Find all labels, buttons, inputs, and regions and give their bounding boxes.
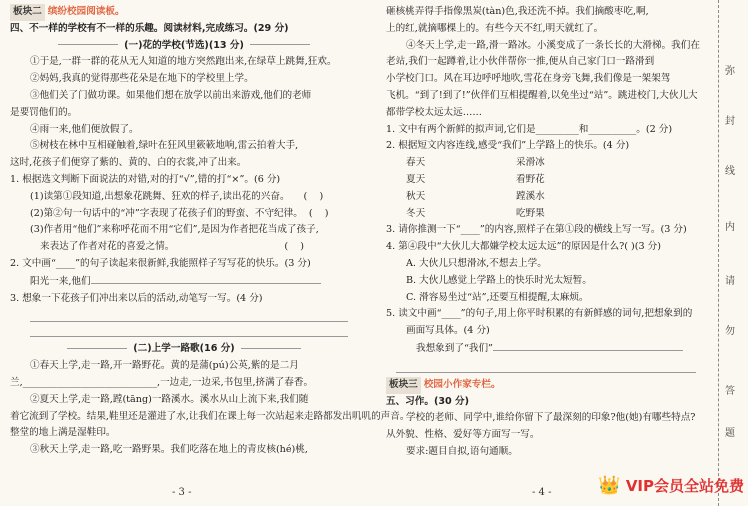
passage-line: ⑤树枝在林中互相碰触着,绿叶在狂风里簌簌地响,雷云拍着大手, — [30, 140, 299, 152]
question-5: 5. 读文中画“____”的句子,用上你平时积累的有新鲜感的词句,把想象到的 — [386, 308, 693, 320]
binding-char: 弥 — [725, 66, 735, 77]
block3-header — [386, 377, 706, 394]
judge-item: 来表达了作者对花的喜爱之情。 ( ) — [40, 241, 304, 253]
passage-line: ②夏天上学,走一路,蹚(tāng)一路溪水。溪水从山上流下来,我们随 — [30, 393, 309, 405]
section4-title: 四、不一样的学校有不一样的乐趣。阅读材料,完成练习。(29 分) — [10, 22, 289, 34]
sub2-title: (二)上学一路歌(16 分) — [10, 341, 358, 358]
question-1: 1. 文中有两个新鲜的拟声词,它们是_________和__________。(2 分) — [386, 123, 673, 135]
essay-line: 学校的老师、同学中,谁给你留下了最深刻的印象?他(她)有哪些特点? — [406, 412, 696, 424]
option-c[interactable]: C. 滑容易坐过“站”,还要互相提醒,太麻烦。 — [406, 291, 589, 303]
binding-char: 勿 — [725, 326, 735, 337]
passage-line: 小学校门口。风在耳边呼呼地吹,雪花在身旁飞舞,我们像是一架架驾 — [386, 73, 671, 85]
passage-line: 砸核桃弄得手指像黑炭(tàn)色,我还洗不掉。我们摘酸枣吃,啊, — [386, 6, 649, 17]
binding-char: 请 — [725, 276, 735, 287]
passage-line: 兰,____________________________,一边走,一边采,书包里,挤满了春香。 — [10, 376, 314, 388]
question-2: 2. 文中画“____”的句子读起来很新鲜,我能照样子写写花的快乐。(3 分) — [10, 257, 311, 269]
question-2-blank: 阳光一来,他们 — [10, 273, 358, 291]
essay-line: 要求:题目自拟,语句通顺。 — [406, 445, 518, 457]
block2-tag: 板块二 — [10, 4, 45, 21]
right-page — [372, 0, 716, 506]
question-3: 3. 想象一下花孩子们冲出来以后的活动,动笔写一写。(4 分) — [10, 292, 263, 304]
passage-line: ④冬天上学,走一路,滑一路冰。小溪变成了一条长长的大滑梯。我们在 — [406, 39, 700, 51]
passage-line: 这时,花孩子们便穿了紫的、黄的、白的衣裳,冲了出来。 — [10, 157, 247, 169]
match-row[interactable]: 秋天 蹚溪水 — [406, 190, 545, 202]
passage-line: ②妈妈,我真的觉得那些花朵是在地下的学校里上学。 — [30, 73, 254, 85]
answer-line[interactable] — [30, 322, 348, 337]
answer-line[interactable] — [30, 307, 348, 322]
passage-line: ①春天上学,走一路,开一路野花。黄的是蒲(pú)公英,紫的是二月 — [30, 360, 299, 372]
binding-char: 线 — [725, 166, 735, 177]
match-row[interactable]: 夏天 看野花 — [406, 173, 545, 185]
passage-line: 着它流到了学校。结果,鞋里还是灌进了水,让我们在课上每一次站起来走路都发出叽叽的声音。 — [10, 410, 410, 422]
match-row[interactable]: 春天 采滑冰 — [406, 157, 545, 169]
passage-line: 都带学校太远太远…… — [386, 106, 482, 118]
vip-watermark: 👑 VIP会员全站免费 — [598, 475, 744, 496]
binding-line — [718, 0, 748, 506]
passage-line: 整堂的地上满是湿鞋印。 — [10, 427, 116, 439]
judge-item: (1)读第①段知道,出想象花跳舞、狂欢的样子,读出花的兴奋。 ( ) — [30, 190, 324, 202]
block2-header — [10, 4, 358, 21]
passage-line: ③他们关了门做功课。如果他们想在放学以前出来游戏,他们的老师 — [30, 89, 312, 101]
question-2: 2. 根据短文内容连线,感受“我们”上学路上的快乐。(4 分) — [386, 140, 630, 152]
passage-line: ①于是,一群一群的花从无人知道的地方突然跑出来,在绿草上跳舞,狂欢。 — [30, 56, 337, 68]
block2-title: 缤纷校园阅读板。 — [47, 6, 125, 17]
block3-title: 校园小作家专栏。 — [423, 378, 501, 390]
binding-char: 内 — [725, 222, 735, 233]
essay-line: 从外貌、性格、爱好等方面写一写。 — [386, 429, 540, 441]
passage-line: 老站,我们一起蹲着,让小伙伴帮你一推,便从自己家门口一路滑到 — [386, 56, 655, 68]
answer-line[interactable] — [396, 358, 696, 373]
judge-item: (3)作者用“他们”来称呼花而不用“它们”,是因为作者把花当成了孩子, — [30, 224, 319, 236]
sub1-title: (一)花的学校(节选)(13 分) — [10, 38, 358, 55]
match-row[interactable]: 冬天 吃野果 — [406, 207, 545, 219]
option-b[interactable]: B. 大伙儿感觉上学路上的快乐时光太短暂。 — [406, 274, 592, 286]
binding-char: 答 — [725, 386, 735, 397]
question-3: 3. 请你推测一下“____”的内容,照样子在第①段的横线上写一写。(3 分) — [386, 224, 687, 236]
passage-line: ④雨一来,他们便放假了。 — [30, 123, 139, 135]
passage-line: ③秋天上学,走一路,吃一路野果。我们吃落在地上的青皮核(hé)桃, — [30, 444, 308, 456]
passage-line: 上的红,就摘哪棵上的。有些今天不红,明天就红了。 — [386, 22, 604, 34]
passage-line: 是要罚他们的。 — [10, 106, 78, 118]
question-1: 1. 根据选文判断下面说法的对错,对的打“√”,错的打“×”。(6 分) — [10, 173, 281, 185]
binding-char: 封 — [725, 116, 735, 127]
block3-tag: 板块三 — [386, 377, 421, 394]
page-number: - 3 - — [172, 487, 192, 498]
passage-line: 飞机。“到了!到了!”伙伴们互相提醒着,以免坐过“站”。跳进校门,大伙儿大 — [386, 89, 698, 101]
binding-char: 题 — [725, 428, 735, 439]
question-4: 4. 第④段中“大伙儿大都嫌学校太远太远”的原因是什么?( )(3 分) — [386, 241, 661, 253]
page-number: - 4 - — [532, 487, 552, 498]
option-a[interactable]: A. 大伙儿只想滑冰,不想去上学。 — [406, 257, 547, 269]
question-5-blank: 我想象到了“我们” — [386, 340, 706, 358]
judge-item: (2)第②句一句话中的“冲”字表现了花孩子们的野蛮、不守纪律。 ( ) — [30, 207, 329, 219]
question-5-cont: 画面写具体。(4 分) — [406, 325, 490, 337]
section5-title: 五、习作。(30 分) — [386, 395, 470, 407]
